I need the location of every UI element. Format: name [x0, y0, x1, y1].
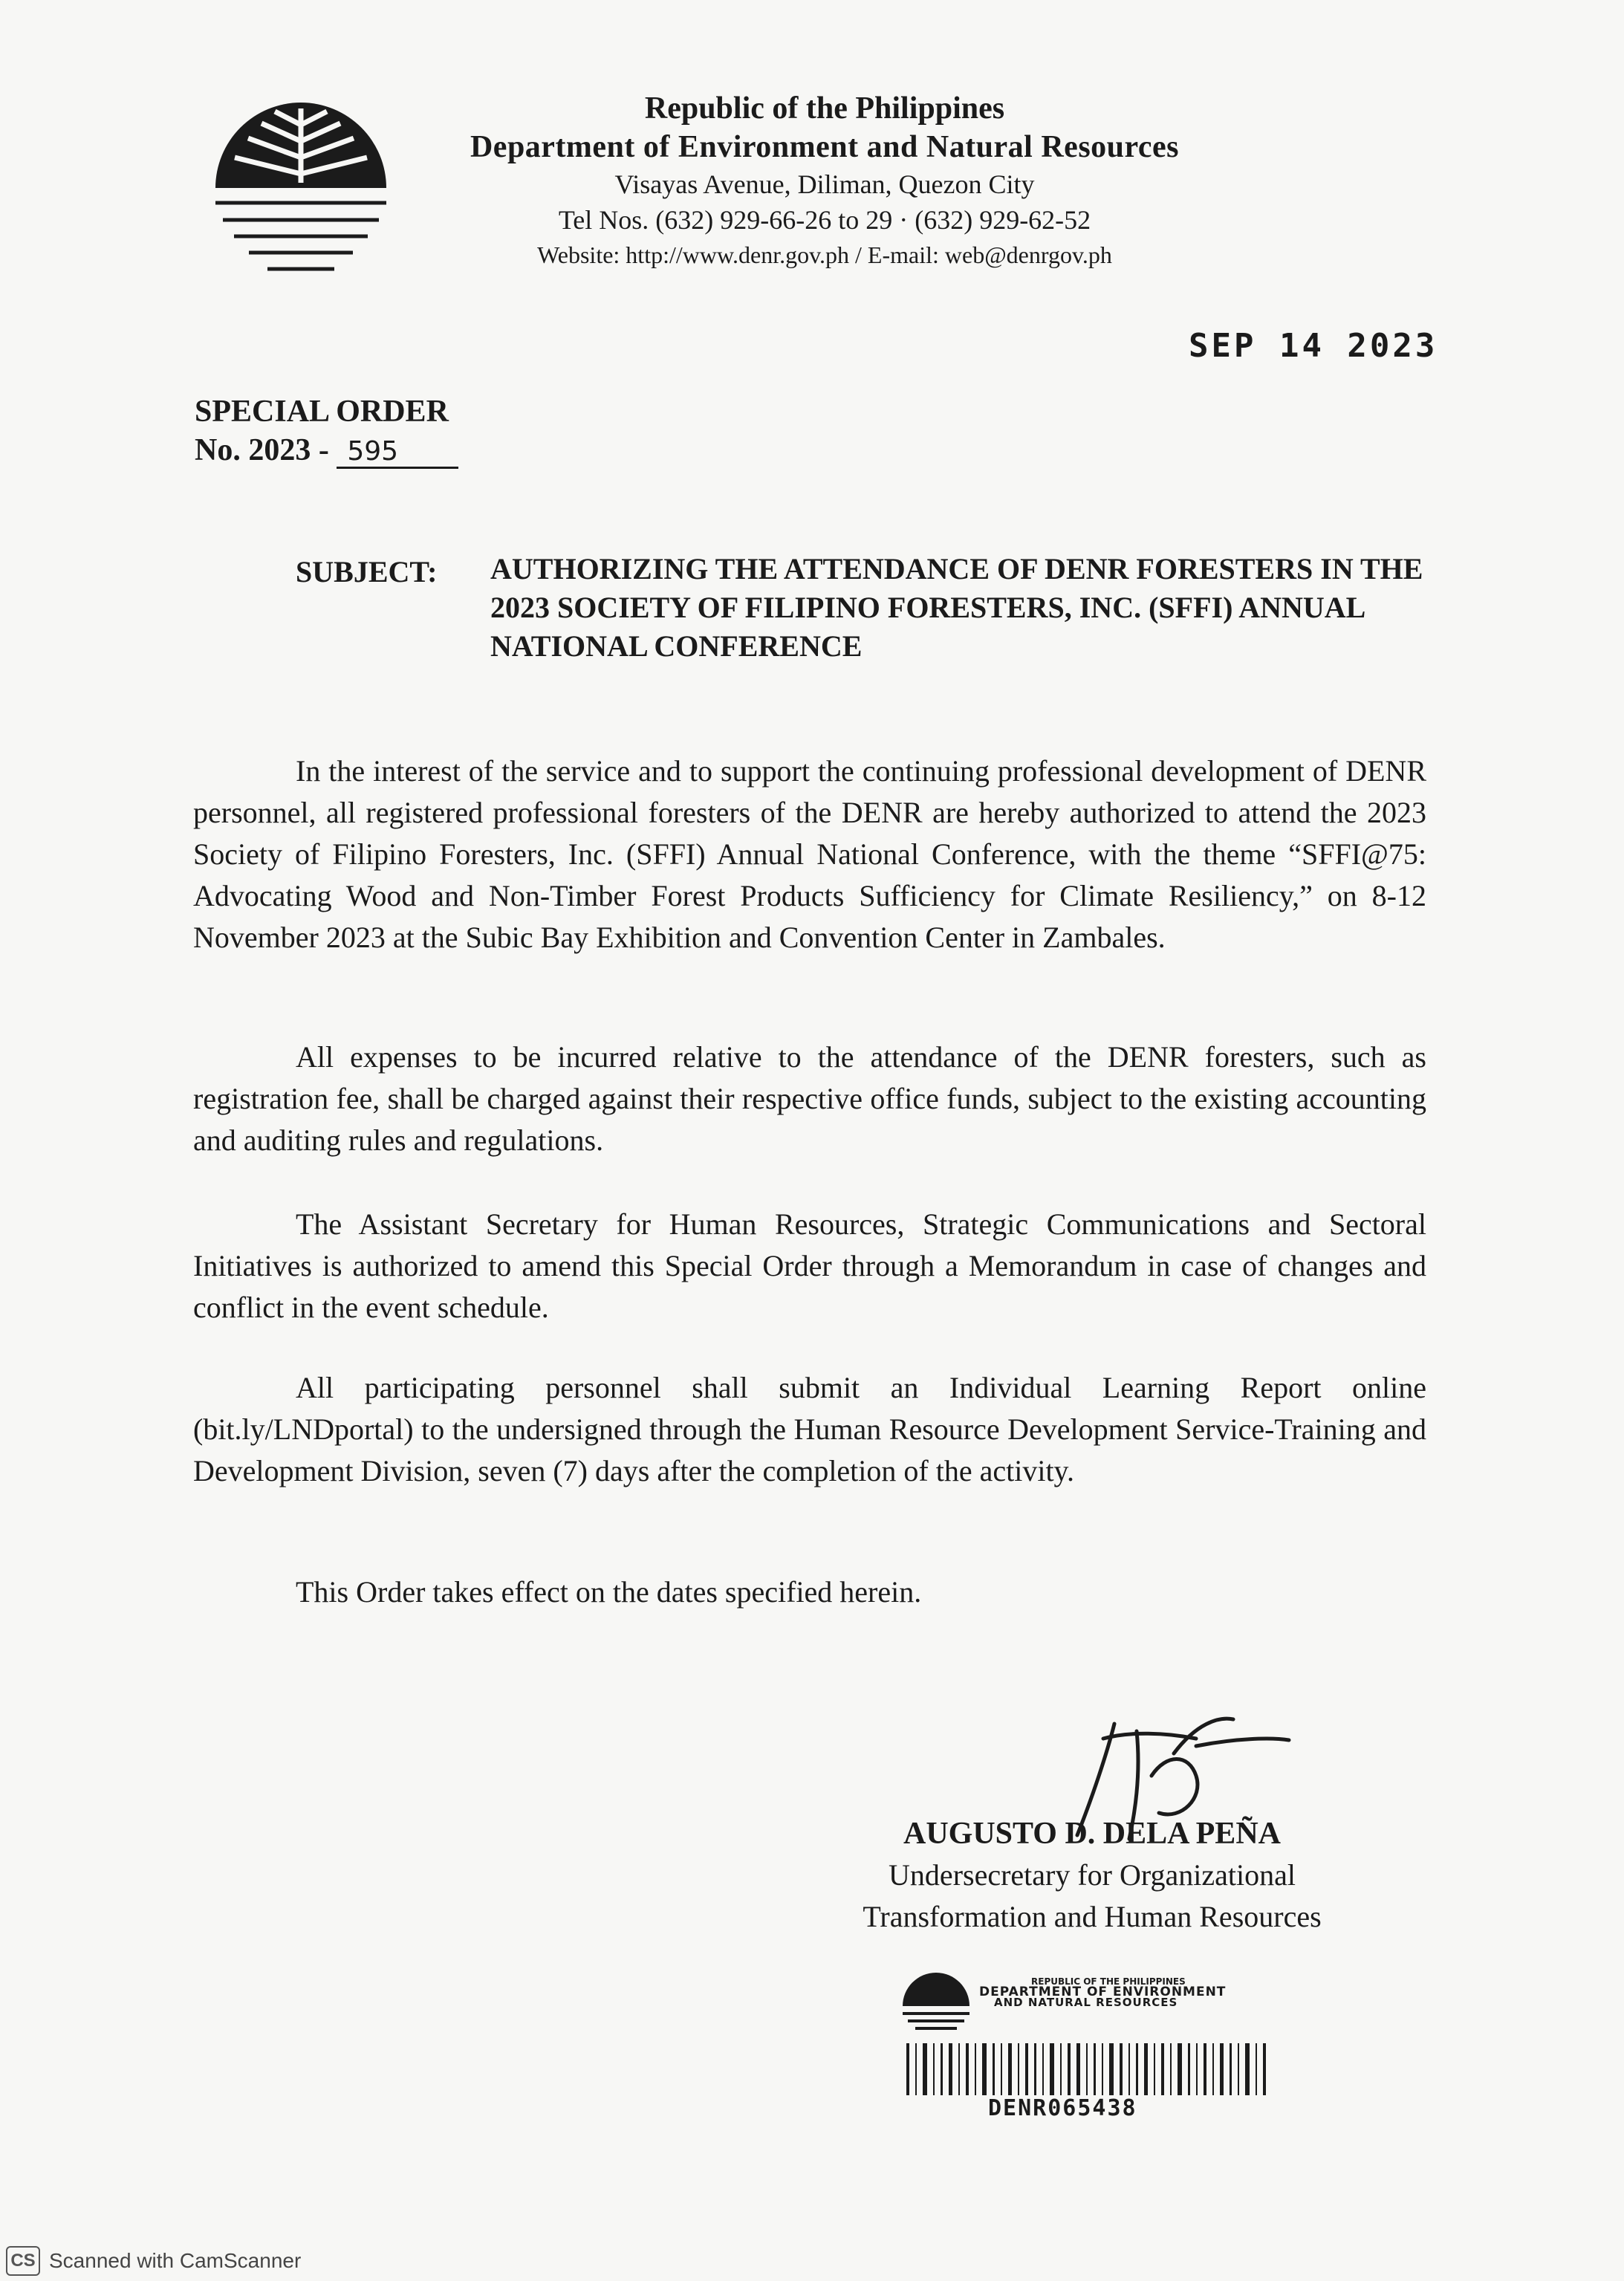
signatory-block [795, 1813, 1389, 1938]
letterhead-address: Visayas Avenue, Diliman, Quezon City [614, 169, 1035, 199]
stamp-line-3: AND NATURAL RESOURCES [994, 1996, 1178, 2009]
stamp-line-2: DEPARTMENT OF ENVIRONMENT [979, 1985, 1227, 1999]
scanner-watermark-text: Scanned with CamScanner [49, 2249, 302, 2272]
stamp-text [979, 1976, 1226, 2008]
stamp-line-1: REPUBLIC OF THE PHILIPPINES [1031, 1976, 1186, 1987]
special-order-number: 595 [337, 437, 458, 469]
body-paragraph-2: All expenses to be incurred relative to the attendance of the DENR foresters, such as registration fee, shall be charged against their respective office funds, subject to the existing accounting and auditing rules and regulations. [193, 1040, 1426, 1157]
signatory-title-line-2: Transformation and Human Resources [863, 1900, 1322, 1933]
body-paragraph-4: All participating personnel shall submit an Individual Learning Report online (bit.ly/LNDportal) to the undersigned through the Human Resource Development Service-Training and Development Division, seven (7) days after the completion of the activity. [193, 1371, 1426, 1487]
letterhead [438, 89, 1211, 272]
camscanner-icon: CS [6, 2246, 40, 2276]
special-order-prefix: No. 2023 - [195, 433, 329, 467]
date-stamp: SEP 14 2023 [1189, 327, 1438, 365]
signatory-name: AUGUSTO D. DELA PEÑA [903, 1817, 1281, 1851]
letterhead-phone: Tel Nos. (632) 929-66-26 to 29 · (632) 929-62-52 [558, 205, 1091, 235]
special-order-block [195, 392, 458, 470]
letterhead-department: Department of Environment and Natural Resources [470, 130, 1180, 164]
subject-text: AUTHORIZING THE ATTENDANCE OF DENR FORESTERS IN THE 2023 SOCIETY OF FILIPINO FORESTERS, INC. (SFFI) ANNUAL NATIONAL CONFERENCE [490, 552, 1423, 663]
body-paragraph-1: In the interest of the service and to support the continuing professional development of DENR personnel, all registered professional foresters of the DENR are hereby authorized to attend the 2023 Society of Filipino Foresters, Inc. (SFFI) Annual National Conference, with the theme “SFFI@75: Advocating Wood and Non-Timber Forest Products Sufficiency for Climate Resiliency,” on 8-12 November 2023 at the Subic Bay Exhibition and Convention Center in Zambales. [193, 754, 1426, 954]
letterhead-web-email: Website: http://www.denr.gov.ph / E-mail: web@denrgov.ph [537, 241, 1112, 268]
scanner-watermark [0, 2245, 301, 2277]
signatory-title-line-1: Undersecretary for Organizational [889, 1858, 1296, 1892]
special-order-heading: SPECIAL ORDER [195, 395, 449, 429]
special-order-number-line [195, 431, 458, 470]
denr-logo [201, 95, 401, 281]
body-paragraph-5: This Order takes effect on the dates specified herein. [296, 1575, 922, 1609]
subject-label: SUBJECT: [296, 555, 438, 588]
barcode-id: DENR065438 [988, 2095, 1137, 2121]
body-paragraph-3: The Assistant Secretary for Human Resources, Strategic Communications and Sectoral Initiatives is authorized to amend this Special Order through a Memorandum in case of changes and conflict in the event schedule. [193, 1207, 1426, 1324]
letterhead-republic: Republic of the Philippines [644, 91, 1005, 126]
